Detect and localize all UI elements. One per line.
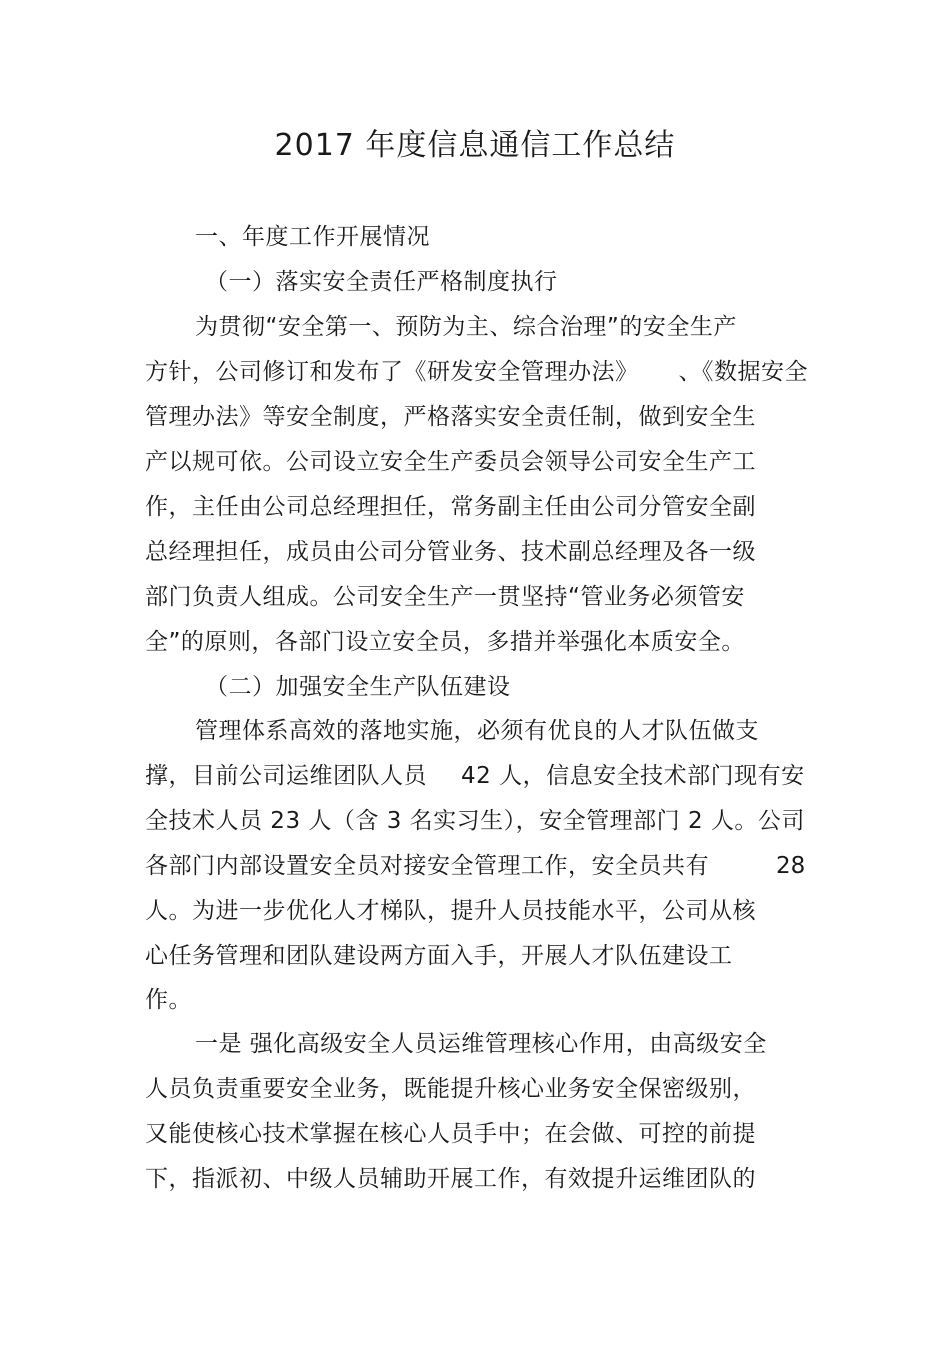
paragraph-line — [145, 761, 805, 791]
paragraph-text: 42 人，信息安全技术部门现有安 — [461, 763, 805, 789]
staff-count-number: 28 — [776, 853, 806, 879]
paragraph-line: 产以规可依。公司设立安全生产委员会领导公司安全生产工 — [145, 449, 756, 475]
paragraph-line: 人员负责重要安全业务，既能提升核心业务安全保密级别， — [145, 1076, 756, 1102]
section-heading: 一、年度工作开展情况 — [195, 224, 430, 250]
paragraph-line: 各部门内部设置安全员对接安全管理工作，安全员共有 — [145, 853, 709, 879]
paragraph-line: 作。 — [145, 987, 192, 1013]
paragraph-line: 为贯彻“安全第一、预防为主、综合治理”的安全生产 — [195, 314, 737, 340]
paragraph-line: 一是 强化高级安全人员运维管理核心作用，由高级安全 — [195, 1031, 767, 1057]
paragraph-text: 方针，公司修订和发布了《研发安全管理办法》 — [145, 359, 639, 385]
paragraph-line: 下，指派初、中级人员辅助开展工作，有效提升运维团队的 — [145, 1166, 756, 1192]
paragraph-line: 管理办法》等安全制度，严格落实安全责任制，做到安全生 — [145, 404, 756, 430]
paragraph-line: 全技术人员 23 人（含 3 名实习生），安全管理部门 2 人。公司 — [145, 808, 805, 834]
paragraph-line: 心任务管理和团队建设两方面入手，开展人才队伍建设工 — [145, 943, 733, 969]
document-title: 2017 年度信息通信工作总结 — [274, 128, 676, 163]
paragraph-line — [145, 357, 808, 387]
paragraph-line: 部门负责人组成。公司安全生产一贯坚持“管业务必须管安 — [145, 584, 745, 610]
paragraph-text: 、《数据安全 — [678, 359, 808, 385]
paragraph-text: 撑，目前公司运维团队人员 — [145, 763, 427, 789]
paragraph-line: 人。为进一步优化人才梯队，提升人员技能水平，公司从核 — [145, 898, 756, 924]
subsection-heading-2: （二）加强安全生产队伍建设 — [205, 674, 511, 700]
paragraph-line: 作，主任由公司总经理担任，常务副主任由公司分管安全副 — [145, 494, 756, 520]
paragraph-line: 总经理担任，成员由公司分管业务、技术副总经理及各一级 — [145, 539, 756, 565]
subsection-heading-1: （一）落实安全责任严格制度执行 — [205, 269, 558, 295]
paragraph-line: 全”的原则，各部门设立安全员，多措并举强化本质安全。 — [145, 629, 745, 655]
paragraph-line: 又能使核心技术掌握在核心人员手中；在会做、可控的前提 — [145, 1121, 756, 1147]
paragraph-line: 管理体系高效的落地实施，必须有优良的人才队伍做支 — [195, 718, 759, 744]
